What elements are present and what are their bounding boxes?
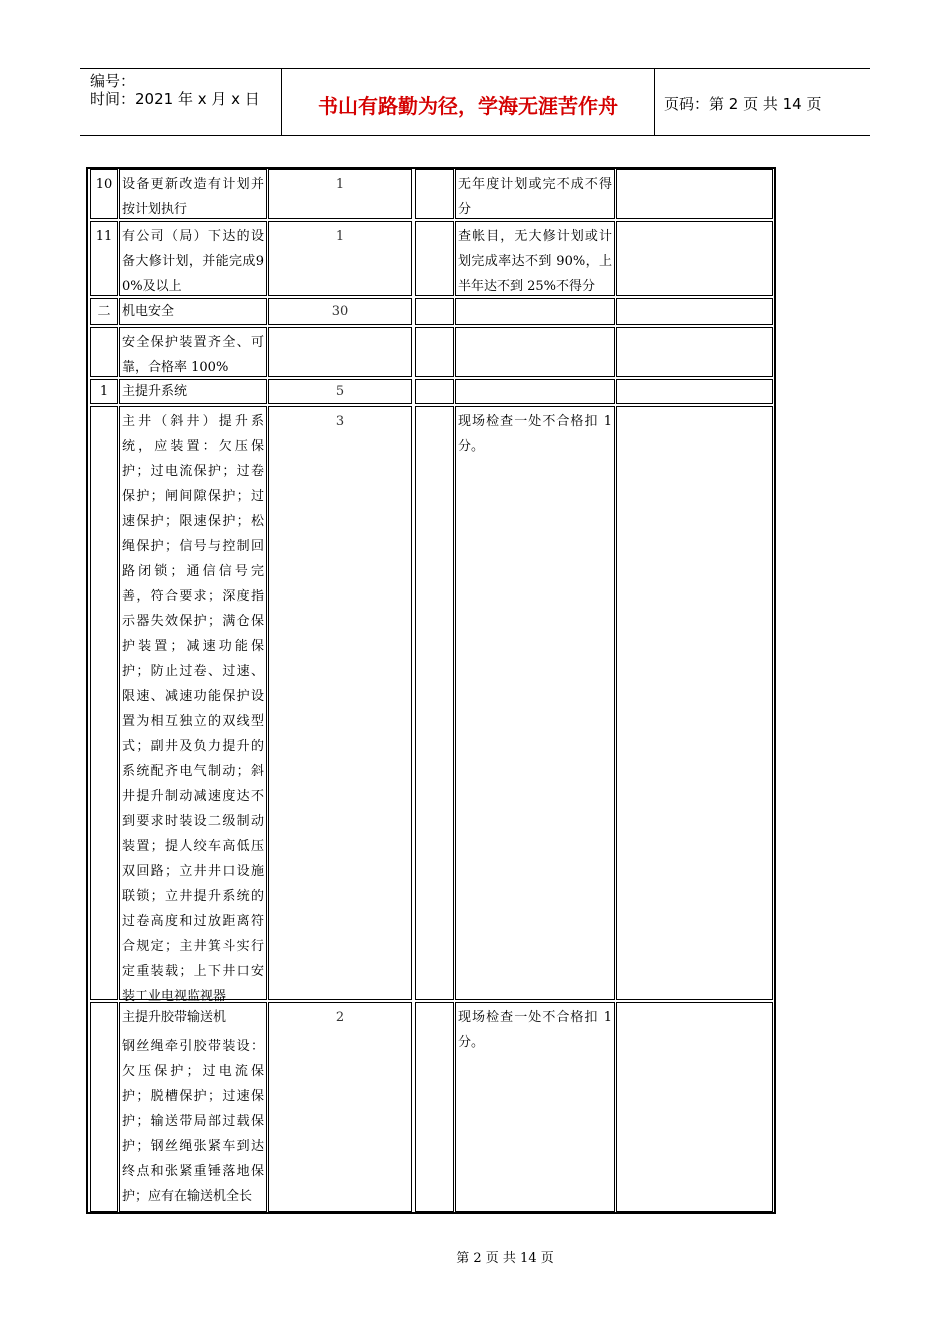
score-text: 1 <box>335 229 345 244</box>
item-extra-text: 钢丝绳牵引胶带装设：欠压保护；过电流保护；脱槽保护；过速保护；输送带局部过载保护；钢丝绳张紧车到达终点和张紧重锤落地保护；应有在输送机全长 <box>122 1039 264 1204</box>
method-text: 查帐目，无大修计划或计划完成率达不到 90%，上半年达不到 25%不得分 <box>458 229 612 294</box>
header-page-info: 页码：第 2 页 共 14 页 <box>664 95 822 113</box>
method-text <box>456 380 614 382</box>
item-cell <box>119 327 267 377</box>
table-row <box>88 221 774 296</box>
method-text <box>456 299 614 301</box>
row-number: 10 <box>95 177 113 192</box>
score-cell <box>268 1002 412 1212</box>
blank-cell <box>415 379 454 404</box>
row-number-cell <box>90 406 118 1000</box>
score-cell <box>268 298 412 325</box>
method-cell <box>455 221 615 296</box>
item-cell <box>119 406 267 1004</box>
table-row <box>88 298 774 325</box>
score-text: 5 <box>335 384 345 399</box>
method-cell <box>455 406 615 1000</box>
method-cell <box>455 379 615 404</box>
item-cell <box>119 169 267 219</box>
item-cell <box>119 298 267 325</box>
score-text: 2 <box>335 1010 345 1025</box>
row-number <box>91 1003 117 1005</box>
method-text <box>456 328 614 330</box>
method-text: 现场检查一处不合格扣 1 分。 <box>458 414 612 454</box>
row-number-cell <box>90 327 118 377</box>
score-text <box>269 328 411 330</box>
row-number <box>91 328 117 330</box>
header-bottom-rule <box>80 135 870 136</box>
remark-cell <box>616 406 773 1000</box>
score-text: 3 <box>335 414 345 429</box>
method-cell <box>455 1002 615 1212</box>
method-cell <box>455 169 615 219</box>
row-number: 二 <box>97 304 111 319</box>
table-row <box>88 1002 774 1212</box>
item-text: 主提升胶带输送机 <box>122 1010 227 1025</box>
method-text: 无年度计划或完不成不得分 <box>458 177 612 217</box>
row-number-cell <box>90 169 118 219</box>
item-text: 机电安全 <box>122 304 175 319</box>
remark-cell <box>616 221 773 296</box>
method-cell <box>455 327 615 377</box>
row-number-cell <box>90 1002 118 1212</box>
score-cell <box>268 379 412 404</box>
blank-cell <box>415 327 454 377</box>
row-number <box>91 407 117 409</box>
remark-cell <box>616 169 773 219</box>
blank-cell <box>415 221 454 296</box>
header-divider-right <box>654 68 655 135</box>
score-cell <box>268 169 412 219</box>
remark-cell <box>616 327 773 377</box>
score-text: 30 <box>331 304 349 319</box>
row-number-cell <box>90 298 118 325</box>
blank-cell <box>415 406 454 1000</box>
row-number-cell <box>90 379 118 404</box>
blank-cell <box>415 1002 454 1212</box>
item-text: 有公司（局）下达的设备大修计划，并能完成90%及以上 <box>122 229 264 294</box>
score-cell <box>268 327 412 377</box>
score-cell <box>268 406 412 1000</box>
row-number-cell <box>90 221 118 296</box>
blank-cell <box>415 169 454 219</box>
item-text: 主井（斜井）提升系统，应装置：欠压保护；过电流保护；过卷保护；闸间隙保护；过速保护；限速保护；松绳保护；信号与控制回路闭锁；通信信号完善，符合要求；深度指示器失效保护；满仓保护装置；减速功能保护；防止过卷、过速、限速、减速功能保护设置为相互独立的双线型式；副井及负力提升的系统配齐电气制动；斜井提升制动减速度达不到要求时装设二级制动装置；提人绞车高低压双回路；立井井口设施联锁；立井提升系统的过卷高度和过放距离符合规定；主井箕斗实行定重装载；上下井口安装工业电视监视器 <box>122 414 264 1004</box>
row-number: 1 <box>99 384 109 399</box>
method-text: 现场检查一处不合格扣 1 分。 <box>458 1010 612 1050</box>
row-number: 11 <box>95 229 113 244</box>
page-footer: 第 2 页 共 14 页 <box>456 1251 554 1266</box>
item-text: 设备更新改造有计划并按计划执行 <box>122 177 264 217</box>
header-motto: 书山有路勤为径，学海无涯苦作舟 <box>318 94 618 118</box>
item-cell <box>119 1002 267 1212</box>
score-cell <box>268 221 412 296</box>
header-top-rule <box>80 68 870 69</box>
table-row <box>88 169 774 219</box>
time-label: 时间：2021 年 x 月 x 日 <box>90 90 260 108</box>
table-row <box>88 327 774 377</box>
header-meta <box>90 72 260 108</box>
item-text: 安全保护装置齐全、可靠，合格率 100% <box>122 335 264 375</box>
item-cell <box>119 221 267 296</box>
score-text: 1 <box>335 177 345 192</box>
remark-cell <box>616 1002 773 1212</box>
remark-cell <box>616 298 773 325</box>
item-cell <box>119 379 267 404</box>
blank-cell <box>415 298 454 325</box>
table-row <box>88 379 774 404</box>
item-text: 主提升系统 <box>122 384 188 399</box>
method-cell <box>455 298 615 325</box>
doc-number-label: 编号： <box>90 72 136 90</box>
remark-cell <box>616 379 773 404</box>
table-row <box>88 406 774 1004</box>
